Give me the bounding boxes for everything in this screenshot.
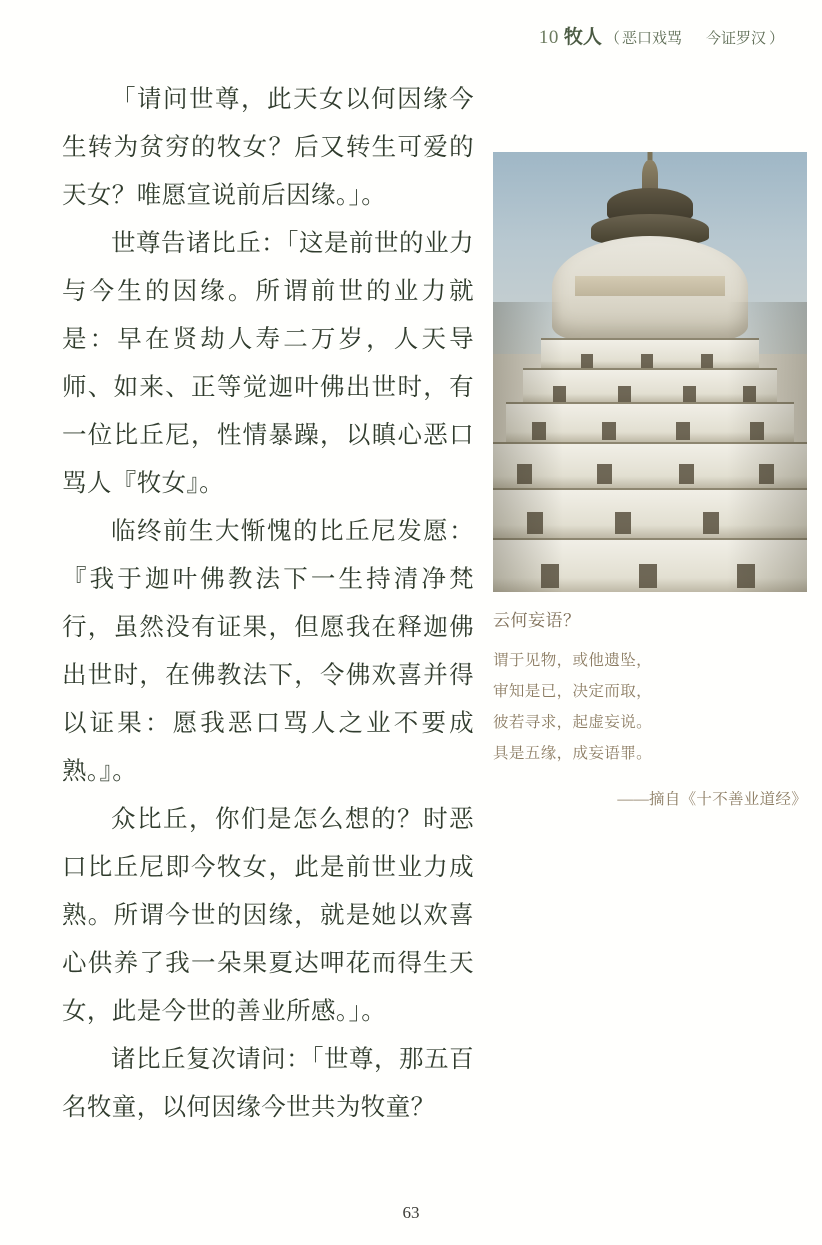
chapter-number: 10 [538,27,559,48]
sidebar-line-2: 审知是已，决定而取， [493,683,653,700]
paren-open: （ [604,31,620,47]
window [639,564,657,588]
window [676,422,690,440]
window [597,464,612,484]
header-subtitle-2: 今证罗汉 [705,31,766,47]
page-number: 63 [402,1203,420,1222]
sidebar-quote [493,606,807,809]
chapter-title: 牧人 [563,27,602,48]
sidebar-line-4: 具是五缘，成妄语罪。 [493,745,653,762]
paragraph-5: 诸比丘复次请问：「世尊，那五百名牧童，以何因缘今世共为牧童？ [62,1046,474,1121]
window [641,354,653,368]
window [618,386,631,402]
running-head [539,22,784,49]
paragraph-3: 临终前生大惭愧的比丘尼发愿：『我于迦叶佛教法下一生持清净梵行，虽然没有证果，但愿我在释迦佛出世时，在佛教法下，令佛欢喜并得以证果：愿我恶口骂人之业不要成熟。』。 [62,518,474,785]
window [615,512,631,534]
photo-shadow-right [727,302,807,592]
dome-band [575,276,725,296]
body-text-column [62,76,474,1132]
stupa-photo [493,152,807,592]
paragraph-2: 世尊告诸比丘：「这是前世的业力与今生的因缘。所谓前世的业力就是：早在贤劫人寿二万岁，人天导师、如来、正等觉迦叶佛出世时，有一位比丘尼，性情暴躁，以瞋心恶口骂人『牧女』。 [62,230,474,497]
sidebar-line-1: 谓于见物，或他遗坠， [493,652,653,669]
sidebar-title: 云何妄语？ [493,611,581,630]
header-subtitle-1: 恶口戏骂 [621,31,682,47]
window [602,422,616,440]
window [683,386,696,402]
sidebar-line-3: 彼若寻求，起虚妄说。 [493,714,653,731]
window [679,464,694,484]
paragraph-4: 众比丘，你们是怎么想的？时恶口比丘尼即今牧女，此是前世业力成熟。所谓今世的因缘，就是她以欢喜心供养了我一朵果夏达呷花而得生天女，此是今世的善业所感。」。 [62,806,474,1025]
window [701,354,713,368]
photo-shadow-left [493,302,563,592]
photo-canvas [493,152,807,592]
window [581,354,593,368]
sidebar-source: ——摘自《十不善业道经》 [617,791,807,808]
paragraph-1: 「请问世尊，此天女以何因缘今生转为贫穷的牧女？后又转生可爱的天女？唯愿宣说前后因缘。」。 [62,86,474,209]
paren-close: ） [768,31,784,47]
window [703,512,719,534]
